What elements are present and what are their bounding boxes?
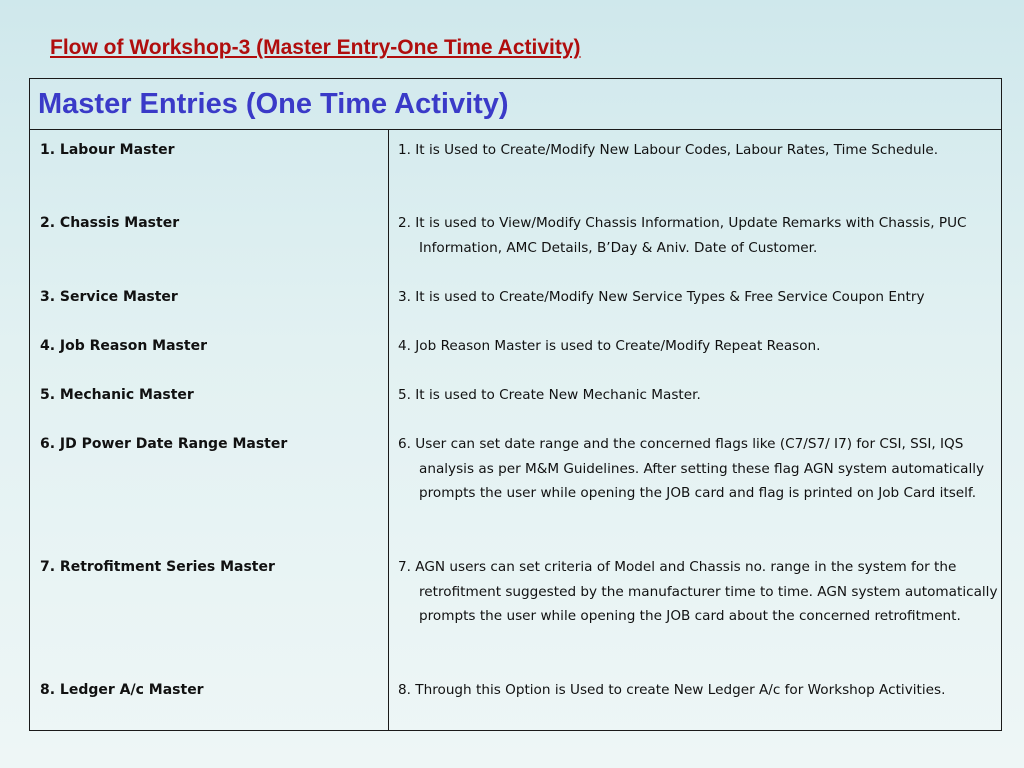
table-header	[30, 79, 1001, 130]
column-divider	[388, 130, 389, 730]
row-desc-service-master: 3. It is used to Create/Modify New Service Types & Free Service Coupon Entry	[398, 289, 925, 305]
row-desc-jd-power-date-range-master: 6. User can set date range and the concerned flags like (C7/S7/ I7) for CSI, SSI, IQS analysis as per M&M Guidelines. After setting these flag AGN system automatically prompts the user while opening the JOB card and flag is printed on Job Card itself.	[398, 436, 985, 502]
row-name-ledger-ac-master: 8. Ledger A/c Master	[40, 682, 204, 698]
slide-title: Flow of Workshop-3 (Master Entry-One Time Activity)	[50, 36, 581, 59]
master-entries-table	[29, 78, 1002, 731]
table-body	[30, 130, 1001, 730]
row-name-labour-master: 1. Labour Master	[40, 142, 175, 158]
row-name-job-reason-master: 4. Job Reason Master	[40, 338, 207, 354]
row-desc-ledger-ac-master: 8. Through this Option is Used to create New Ledger A/c for Workshop Activities.	[398, 682, 946, 698]
row-name-jd-power-date-range-master: 6. JD Power Date Range Master	[40, 436, 288, 452]
table-header-text: Master Entries (One Time Activity)	[38, 87, 509, 120]
row-desc-mechanic-master: 5. It is used to Create New Mechanic Master.	[398, 387, 701, 403]
row-name-service-master: 3. Service Master	[40, 289, 178, 305]
row-name-chassis-master: 2. Chassis Master	[40, 215, 180, 231]
row-name-retrofitment-series-master: 7. Retrofitment Series Master	[40, 559, 275, 575]
row-desc-job-reason-master: 4. Job Reason Master is used to Create/Modify Repeat Reason.	[398, 338, 821, 354]
row-desc-labour-master: 1. It is Used to Create/Modify New Labour Codes, Labour Rates, Time Schedule.	[398, 142, 939, 158]
row-desc-retrofitment-series-master: 7. AGN users can set criteria of Model and Chassis no. range in the system for the retrofitment suggested by the manufacturer time to time. AGN system automatically prompts the user while opening the JOB card about the concerned retrofitment.	[398, 559, 998, 625]
row-name-mechanic-master: 5. Mechanic Master	[40, 387, 194, 403]
row-desc-chassis-master: 2. It is used to View/Modify Chassis Information, Update Remarks with Chassis, PUC Information, AMC Details, B’Day & Aniv. Date of Customer.	[398, 215, 967, 256]
